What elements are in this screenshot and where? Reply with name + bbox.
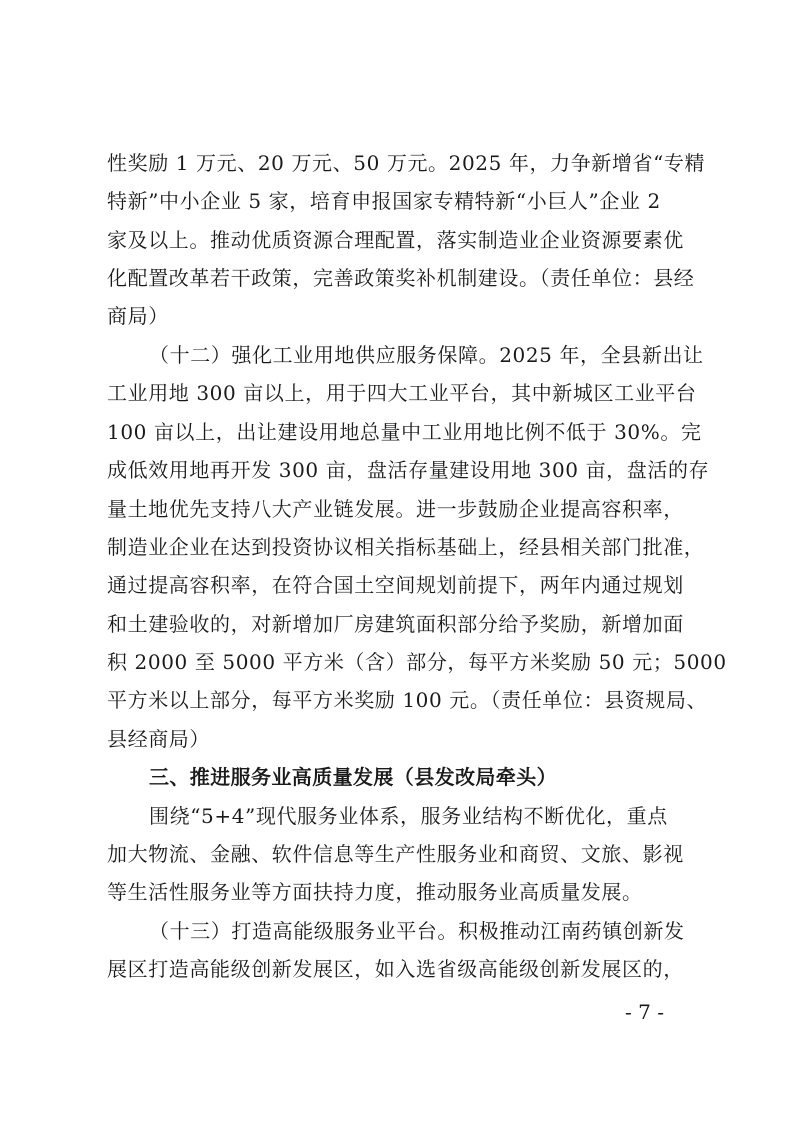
text-line: 平方米以上部分，每平方米奖励 100 元。（责任单位：县资规局、: [107, 688, 708, 712]
text-line: 积 2000 至 5000 平方米（含）部分，每平方米奖励 50 元；5000: [107, 650, 727, 674]
text-line: 县经商局）: [107, 727, 210, 751]
text-line: 等生活性服务业等方面扶持力度，推动服务业高质量发展。: [107, 880, 643, 904]
section-heading-3: 三、推进服务业高质量发展（县发改局牵头）: [149, 765, 557, 789]
text-line: 通过提高容积率，在符合国土空间规划前提下，两年内通过规划: [107, 573, 684, 597]
text-line: 化配置改革若干政策，完善政策奖补机制建设。（责任单位：县经: [107, 266, 695, 290]
text-line: 加大物流、金融、软件信息等生产性服务业和商贸、文旅、影视: [107, 842, 684, 866]
text-line: 工业用地 300 亩以上，用于四大工业平台，其中新城区工业平台: [107, 381, 697, 405]
text-line: 商局）: [107, 304, 169, 328]
text-line: 和土建验收的，对新增加厂房建筑面积部分给予奖励，新增加面: [107, 612, 684, 636]
text-line: 量土地优先支持八大产业链发展。进一步鼓励企业提高容积率，: [107, 497, 684, 521]
page-number: - 7 -: [625, 1000, 664, 1024]
text-line: 围绕“5+4”现代服务业体系，服务业结构不断优化，重点: [149, 804, 668, 828]
text-line: 100 亩以上，出让建设用地总量中工业用地比例不低于 30%。完: [107, 420, 702, 444]
section-heading-13: （十三）打造高能级服务业平台。积极推动江南药镇创新发: [149, 919, 685, 943]
text-line: 制造业企业在达到投资协议相关指标基础上，经县相关部门批准，: [107, 535, 705, 559]
text-line: 性奖励 1 万元、20 万元、50 万元。2025 年，力争新增省“专精: [107, 151, 706, 175]
text-line: 特新”中小企业 5 家，培育申报国家专精特新“小巨人”企业 2: [107, 189, 661, 213]
text-line: 展区打造高能级创新发展区，如入选省级高能级创新发展区的，: [107, 957, 684, 981]
section-heading-12: （十二）强化工业用地供应服务保障。2025 年，全县新出让: [149, 343, 704, 367]
text-line: 成低效用地再开发 300 亩，盘活存量建设用地 300 亩，盘活的存: [107, 458, 710, 482]
text-line: 家及以上。推动优质资源合理配置，落实制造业企业资源要素优: [107, 228, 684, 252]
